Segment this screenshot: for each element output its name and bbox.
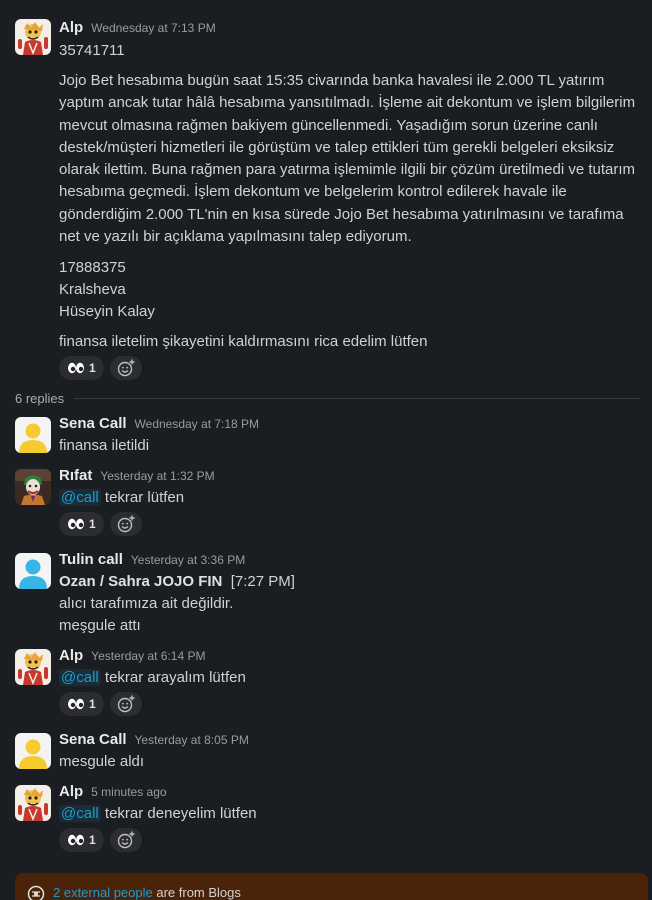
timestamp[interactable]: Yesterday at 6:14 PM — [91, 649, 206, 663]
add-reaction-icon — [117, 359, 135, 377]
external-people-banner — [15, 873, 648, 900]
message-text: mesgule aldı — [59, 753, 145, 770]
reply-message — [0, 783, 652, 852]
add-reaction-button[interactable] — [110, 356, 142, 380]
message-line: 17888375 — [59, 259, 126, 277]
message-text-body: tekrar arayalım lütfen — [100, 669, 246, 686]
message-header — [59, 467, 640, 487]
quoted-header — [59, 571, 640, 593]
replies-count[interactable]: 6 replies — [15, 390, 65, 406]
avatar[interactable] — [15, 649, 51, 685]
reaction-eyes[interactable] — [59, 512, 104, 536]
avatar[interactable] — [15, 553, 51, 589]
quoted-time: [7:27 PM] — [230, 573, 295, 590]
eyes-emoji-icon — [67, 518, 85, 530]
message-header — [59, 19, 640, 39]
add-reaction-button[interactable] — [110, 828, 142, 852]
timestamp[interactable]: Wednesday at 7:18 PM — [134, 417, 260, 431]
message-text — [59, 803, 640, 825]
message-line: finansa iletelim şikayetini kaldırmasını rica edelim lütfen — [59, 333, 428, 351]
avatar[interactable] — [15, 469, 51, 505]
parent-message — [0, 19, 652, 380]
add-reaction-icon — [117, 831, 135, 849]
eyes-emoji-icon — [67, 698, 85, 710]
eyes-emoji-icon — [67, 362, 85, 374]
reaction-count: 1 — [89, 697, 96, 711]
message-list — [59, 257, 640, 323]
add-reaction-icon — [117, 515, 135, 533]
message-header — [59, 415, 640, 435]
message-line: Hüseyin Kalay — [59, 303, 155, 321]
reaction-count: 1 — [89, 361, 96, 376]
message-line: 35741711 — [59, 42, 125, 59]
reply-message — [0, 731, 652, 773]
add-reaction-icon — [117, 695, 135, 713]
divider — [74, 398, 640, 399]
reply-message — [0, 551, 652, 637]
banner-suffix: are from Blogs — [152, 885, 241, 900]
external-people-link[interactable]: 2 external people — [53, 885, 153, 900]
message-text: finansa iletildi — [59, 437, 150, 454]
avatar[interactable] — [15, 733, 51, 769]
message-paragraph: Jojo Bet hesabıma bugün saat 15:35 civarında banka havalesi ile 2.000 TL yatırım yaptım ancak tutar hâlâ hesabıma yansıtılmadı. İşleme ait dekontum ve işlem bilgilerim mevcut olmasına rağmen bakiyem güncellenmedi. Yaşadığım sorun üzerine canlı destek/müşteri hizmetleri ile görüştüm ve talep ettikleri tüm gerekli belgeleri eksiksiz olarak ilettim. Buna rağmen para yatırma işlemimle ilgili bir çözüm üretilmedi ve tutarım hesabıma geçmedi. İşlem dekontum ve belgelerim kontrol edilerek havale ile gönderdiğim 2.000 TL'nin en kısa sürede Jojo Bet hesabıma yatırılmasını ve tarafıma net ve yazılı bir açıklama yapılmasını talep ediyorum. — [59, 72, 636, 246]
reactions — [59, 692, 640, 716]
reactions — [59, 828, 640, 852]
reply-message — [0, 467, 652, 536]
username[interactable]: Alp — [59, 19, 84, 36]
timestamp[interactable]: 5 minutes ago — [91, 785, 167, 799]
reply-message — [0, 647, 652, 716]
reaction-eyes[interactable] — [59, 692, 104, 716]
message-text — [59, 487, 640, 509]
username[interactable]: Tulin call — [59, 551, 123, 568]
message-text-body: tekrar deneyelim lütfen — [100, 805, 257, 822]
message-line: meşgule attı — [59, 617, 141, 634]
message-line: alıcı tarafımıza ait değildir. — [59, 595, 234, 612]
reply-message — [0, 415, 652, 457]
username[interactable]: Alp — [59, 647, 84, 664]
timestamp[interactable]: Yesterday at 8:05 PM — [134, 733, 249, 747]
message-text — [59, 667, 640, 689]
timestamp[interactable]: Yesterday at 1:32 PM — [100, 469, 215, 483]
avatar[interactable] — [15, 785, 51, 821]
reactions — [59, 512, 640, 536]
message-header — [59, 783, 640, 803]
username[interactable]: Alp — [59, 783, 84, 800]
timestamp[interactable]: Yesterday at 3:36 PM — [130, 553, 246, 567]
eyes-emoji-icon — [67, 834, 85, 846]
add-reaction-button[interactable] — [110, 512, 142, 536]
message-header — [59, 551, 640, 571]
reaction-count: 1 — [89, 517, 96, 531]
message-header — [59, 647, 640, 667]
message-header — [59, 731, 640, 751]
username[interactable]: Rıfat — [59, 467, 93, 484]
user-mention[interactable]: @call — [61, 489, 99, 506]
user-mention[interactable]: @call — [61, 805, 99, 822]
replies-divider — [15, 389, 640, 407]
avatar[interactable] — [15, 19, 51, 55]
message-line: Kralsheva — [59, 281, 126, 299]
username[interactable]: Sena Call — [59, 731, 127, 748]
reactions — [59, 356, 640, 380]
quoted-author: Ozan / Sahra JOJO FIN — [59, 573, 223, 590]
username[interactable]: Sena Call — [59, 415, 127, 432]
avatar[interactable] — [15, 417, 51, 453]
add-reaction-button[interactable] — [110, 692, 142, 716]
user-mention[interactable]: @call — [61, 669, 99, 686]
banner-text — [53, 885, 241, 900]
reaction-count: 1 — [89, 833, 96, 847]
external-org-icon — [27, 885, 45, 900]
message-text-body: tekrar lütfen — [100, 489, 185, 506]
reaction-eyes[interactable] — [59, 356, 104, 380]
reaction-eyes[interactable] — [59, 828, 104, 852]
timestamp[interactable]: Wednesday at 7:13 PM — [91, 21, 216, 35]
